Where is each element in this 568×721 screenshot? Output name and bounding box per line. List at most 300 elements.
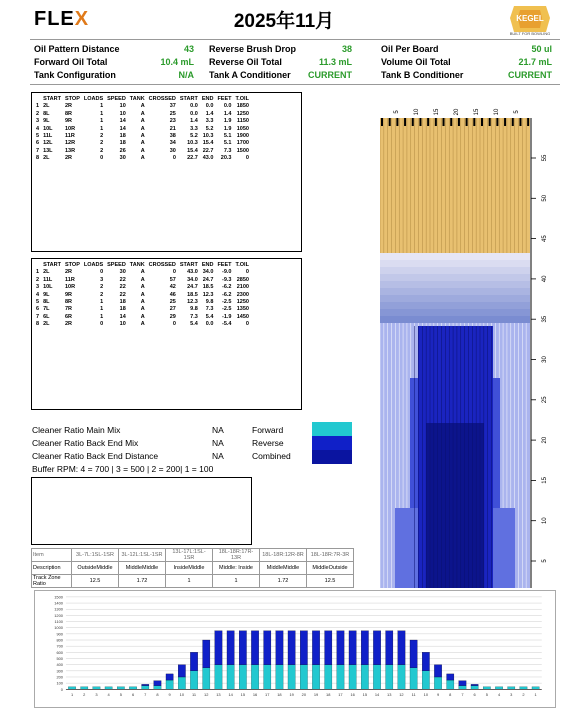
forward-cell: A: [140, 125, 145, 132]
reverse-cell: 46: [169, 291, 176, 298]
lane-gradient: [380, 316, 530, 323]
forward-cell: 25: [169, 110, 176, 117]
forward-col-header: TANK: [129, 96, 145, 102]
reverse-cell: 29: [169, 313, 176, 320]
forward-col-header: END: [201, 96, 214, 102]
reverse-cell: 11L: [43, 276, 53, 283]
forward-cell: 10: [119, 103, 126, 110]
lane-wood: [380, 118, 530, 253]
forward-col-header: CROSSED: [148, 96, 176, 102]
board-arrow: [512, 118, 514, 126]
zone-cell: 18L-18R:17R-13R: [213, 549, 260, 562]
board-arrow: [481, 118, 483, 126]
forward-cell: 2L: [43, 155, 50, 162]
zone-cell: 12.5: [307, 575, 354, 588]
forward-cell: 1150: [237, 118, 249, 125]
board-arrow: [443, 118, 445, 126]
forward-oil-total-value: 10.4 mL: [160, 57, 194, 67]
reverse-cell: 6: [36, 306, 40, 313]
reverse-cell: 5.4: [205, 313, 214, 320]
cleaner-main-mix-value: NA: [212, 425, 224, 435]
forward-cell: 15.4: [187, 147, 198, 154]
reverse-cell: A: [140, 284, 145, 291]
reverse-bar: [215, 631, 222, 665]
kegel-logo-text: KEGEL: [516, 14, 544, 23]
lane-oil-core: [426, 423, 484, 588]
forward-cell: 0.0: [190, 103, 198, 110]
board-arrow: [450, 118, 452, 126]
reverse-bar: [337, 631, 344, 665]
reverse-bar: [300, 631, 307, 665]
tank-a-conditioner-value: CURRENT: [308, 70, 352, 80]
volume-oil-total-value: 21.7 mL: [518, 57, 552, 67]
forward-bar: [251, 665, 258, 690]
volume-oil-total-label: Volume Oil Total: [381, 57, 451, 67]
reverse-cell: 2: [100, 284, 104, 291]
ruler-label: 5: [542, 559, 548, 563]
forward-cell: 0.0: [223, 103, 232, 110]
forward-cell: 7: [36, 147, 40, 154]
reverse-row: [34, 299, 251, 306]
reverse-cell: 5: [36, 299, 40, 306]
reverse-bar: [422, 652, 429, 670]
forward-cell: 6: [36, 140, 40, 147]
x-tick-label: 17: [338, 692, 343, 698]
forward-bar: [300, 665, 307, 690]
zone-cell: 18L-18R:12R-8R: [260, 549, 307, 562]
forward-bar: [410, 668, 417, 690]
reverse-cell: 9L: [43, 291, 50, 298]
forward-bar: [447, 680, 454, 689]
reverse-cell: 0: [245, 321, 249, 328]
x-tick-label: 18: [277, 692, 282, 698]
reverse-cell: 12.3: [187, 299, 198, 306]
forward-row: [34, 148, 251, 155]
reverse-cell: 2L: [43, 321, 50, 328]
buffer-rpm: Buffer RPM: 4 = 700 | 3 = 500 | 2 = 200| 1 = 100: [32, 464, 214, 474]
reverse-cell: 9R: [65, 291, 73, 298]
reverse-cell: 2L: [43, 269, 50, 276]
reverse-cell: 22: [119, 284, 126, 291]
forward-cell: 18: [119, 133, 126, 140]
board-arrow: [527, 118, 529, 126]
reverse-cell: 22: [119, 276, 126, 283]
x-tick-label: 5: [485, 692, 488, 698]
ruler-label: 55: [542, 154, 548, 162]
reverse-bar: [142, 684, 149, 685]
reverse-bar: [203, 640, 210, 668]
reverse-cell: 1: [100, 299, 104, 306]
board-arrow: [435, 118, 437, 126]
reverse-cell: 24.7: [202, 276, 214, 283]
forward-bar: [459, 686, 466, 690]
forward-cell: A: [140, 103, 145, 110]
forward-oil-total-label: Forward Oil Total: [34, 57, 108, 67]
ruler-label: 20: [542, 436, 548, 444]
zone-header-row: [32, 549, 354, 562]
x-tick-label: 16: [252, 692, 258, 698]
reverse-row: [34, 269, 251, 276]
x-tick-label: 3: [510, 692, 513, 698]
reverse-col-header: END: [201, 262, 214, 268]
forward-cell: A: [140, 155, 145, 162]
reverse-row: [34, 284, 251, 291]
forward-cell: 13L: [43, 147, 53, 154]
reverse-bar: [373, 631, 380, 665]
x-tick-label: 19: [289, 692, 294, 698]
zone-cell: OutsideMiddle: [72, 562, 119, 575]
forward-cell: 0.0: [190, 110, 198, 117]
cleaner-back-end-mix-label: Cleaner Ratio Back End Mix: [32, 438, 139, 448]
y-tick-label: 1200: [54, 612, 63, 618]
legend-forward-label: Forward: [252, 425, 284, 435]
forward-cell: 2R: [65, 103, 73, 110]
forward-bar: [434, 677, 441, 689]
forward-cell: 8: [36, 155, 40, 162]
cleaner-back-end-distance-value: NA: [212, 451, 224, 461]
reverse-bar: [276, 631, 283, 665]
reverse-cell: 8L: [43, 299, 50, 306]
x-tick-label: 6: [131, 692, 135, 698]
y-tick-label: 700: [56, 643, 63, 649]
reverse-cell: 0.0: [205, 321, 214, 328]
reverse-cell: 5.4: [190, 321, 198, 328]
forward-bar: [398, 665, 405, 690]
reverse-brush-drop-label: Reverse Brush Drop: [209, 44, 297, 54]
top-board-label: 10: [494, 108, 500, 116]
forward-bar: [203, 668, 210, 690]
forward-row: [34, 126, 251, 133]
forward-cell: 11L: [43, 133, 53, 140]
forward-bar: [495, 687, 502, 689]
top-board-label: 5: [394, 110, 400, 114]
forward-cell: 10L: [43, 125, 53, 132]
reverse-cell: A: [140, 269, 145, 276]
x-tick-label: 14: [374, 692, 380, 698]
y-tick-label: 1400: [54, 600, 63, 606]
x-tick-label: 7: [461, 692, 464, 698]
reverse-cell: 0: [172, 269, 176, 276]
ruler-label: 25: [542, 396, 548, 404]
reverse-rows: [34, 269, 251, 328]
page-title: 2025年11月: [233, 11, 335, 32]
x-tick-label: 4: [497, 692, 501, 698]
lane-gradient: [380, 267, 530, 274]
reverse-cell: 11R: [65, 276, 75, 283]
cleaner-main-mix-label: Cleaner Ratio Main Mix: [32, 425, 121, 435]
forward-cell: 1500: [236, 147, 249, 154]
reverse-cell: 2300: [236, 291, 249, 298]
reverse-cell: 34.0: [202, 269, 214, 276]
forward-cell: 2: [100, 133, 104, 140]
reverse-cell: -1.9: [222, 313, 232, 320]
board-arrow: [466, 118, 468, 126]
reverse-cell: 6R: [65, 313, 73, 320]
forward-cell: 1.9: [223, 118, 232, 125]
forward-cell: 10.3: [202, 133, 214, 140]
x-tick-label: 6: [473, 692, 476, 698]
reverse-bar: [239, 631, 246, 665]
ruler-label: 30: [542, 356, 548, 363]
reverse-bar: [459, 681, 466, 686]
cleaner-back-end-distance-label: Cleaner Ratio Back End Distance: [32, 451, 159, 461]
zone-cell: Description: [32, 562, 72, 575]
y-tick-label: 800: [56, 637, 63, 643]
forward-cell: 8L: [43, 110, 50, 117]
zone-cell: MiddleMiddle: [260, 562, 307, 575]
reverse-cell: -6.2: [222, 291, 232, 298]
reverse-cell: 10: [119, 321, 126, 328]
forward-cell: A: [140, 147, 145, 154]
zone-cell: 12.5: [72, 575, 119, 588]
y-tick-label: 300: [56, 668, 63, 674]
reverse-col-header: [34, 262, 41, 269]
forward-cell: 1900: [236, 133, 249, 140]
ruler-label: 45: [542, 235, 548, 242]
forward-cell: 23: [169, 118, 176, 125]
forward-cell: 13R: [65, 147, 76, 154]
kegel-tagline: BUILT FOR BOWLING: [509, 31, 551, 36]
forward-cell: 1.4: [223, 110, 232, 117]
reverse-col-header: FEET: [217, 262, 232, 268]
forward-bar: [312, 665, 319, 690]
cleaner-back-end-mix-value: NA: [212, 438, 224, 448]
legend-forward-swatch: [312, 422, 352, 436]
x-tick-label: 9: [436, 692, 440, 698]
forward-cell: 1700: [236, 140, 249, 147]
forward-bar: [215, 665, 222, 690]
forward-cell: 30: [169, 147, 176, 154]
reverse-col-header: START: [43, 262, 61, 268]
forward-cell: 26: [119, 147, 126, 154]
reverse-cell: 0: [245, 269, 249, 276]
reverse-cell: 2100: [236, 284, 249, 291]
x-tick-label: 11: [411, 692, 416, 698]
x-tick-label: 18: [326, 692, 331, 698]
zone-cell: 3L-7L:1SL-1SR: [72, 549, 119, 562]
reverse-cell: 14: [119, 313, 126, 320]
reverse-cell: 1: [100, 313, 104, 320]
forward-col-header: STOP: [65, 96, 80, 102]
forward-cell: 2: [100, 140, 104, 147]
x-tick-label: 17: [265, 692, 270, 698]
forward-bar: [68, 687, 75, 689]
forward-bar: [166, 680, 173, 689]
lane-gradient: [380, 295, 530, 302]
legend-reverse-swatch: [312, 436, 352, 450]
legend-reverse-label: Reverse: [252, 438, 284, 448]
forward-cell: 0.0: [205, 103, 214, 110]
forward-row: [34, 140, 251, 147]
reverse-cell: 2: [36, 276, 40, 283]
forward-cell: 37: [169, 103, 176, 110]
reverse-cell: 1350: [236, 306, 249, 313]
forward-cell: 30: [119, 155, 126, 162]
tank-configuration-label: Tank Configuration: [34, 70, 116, 80]
forward-bar: [93, 687, 100, 689]
lane-gradient: [380, 274, 530, 281]
forward-cell: 14: [119, 118, 126, 125]
reverse-cell: 22: [119, 291, 126, 298]
lane-oil-graph: [380, 88, 568, 588]
zone-cell: 13L-17L:1SL-1SR: [166, 549, 213, 562]
forward-cell: 34: [169, 140, 176, 147]
track-zone-table: [31, 548, 354, 588]
reverse-cell: A: [140, 291, 145, 298]
lane-gradient: [380, 281, 530, 288]
x-tick-label: 8: [449, 692, 452, 698]
forward-cell: 5.1: [223, 133, 232, 140]
x-tick-label: 20: [301, 692, 307, 698]
reverse-cell: 24.7: [187, 284, 198, 291]
forward-pass-table: [31, 92, 302, 252]
reverse-cell: 0: [100, 321, 104, 328]
zone-cell: 1.72: [260, 575, 307, 588]
reverse-cell: 7L: [43, 306, 50, 313]
forward-rows: [34, 103, 251, 162]
reverse-cell: -9.3: [222, 276, 232, 283]
forward-cell: 12R: [65, 140, 76, 147]
board-arrow: [396, 118, 398, 126]
reverse-col-header: SPEED: [107, 262, 126, 268]
reverse-cell: 12.3: [202, 291, 214, 298]
forward-cell: 14: [119, 125, 126, 132]
divider: [30, 39, 560, 40]
forward-cell: 2L: [43, 103, 50, 110]
reverse-row: [34, 292, 251, 299]
forward-bar: [154, 686, 161, 690]
forward-bar: [105, 687, 112, 689]
forward-bar: [178, 677, 185, 689]
reverse-cell: 18.5: [187, 291, 198, 298]
forward-bar: [117, 687, 124, 689]
reverse-row: [34, 306, 251, 313]
board-arrow: [419, 118, 421, 126]
forward-bar: [373, 665, 380, 690]
reverse-cell: 1250: [236, 299, 249, 306]
reverse-cell: A: [140, 276, 145, 283]
y-tick-label: 600: [56, 649, 63, 655]
top-board-label: 5: [514, 110, 520, 114]
forward-cell: 2: [36, 110, 40, 117]
forward-cell: 10: [119, 110, 126, 117]
oil-distribution-chart: [34, 590, 556, 708]
forward-cell: 9L: [43, 118, 50, 125]
oil-per-board-value: 50 ul: [531, 44, 552, 54]
y-tick-label: 200: [56, 674, 63, 680]
reverse-cell: A: [140, 321, 145, 328]
reverse-col-header: TANK: [129, 262, 145, 268]
forward-cell: 1250: [236, 110, 249, 117]
x-tick-label: 13: [216, 692, 221, 698]
forward-cell: 1: [100, 110, 104, 117]
reverse-cell: 9.8: [190, 306, 198, 313]
forward-cell: 5: [36, 133, 40, 140]
zone-cell: MiddleMiddle: [119, 562, 166, 575]
reverse-cell: 1: [100, 306, 104, 313]
top-board-label: 10: [414, 108, 420, 116]
reverse-cell: 0: [172, 321, 176, 328]
reverse-row: [34, 277, 251, 284]
reverse-bar: [154, 681, 161, 686]
reverse-cell: 18.5: [202, 284, 214, 291]
reverse-cell: 6L: [43, 313, 50, 320]
reverse-cell: 7R: [65, 306, 73, 313]
forward-cell: 1: [36, 103, 40, 110]
board-arrow: [404, 118, 406, 126]
zone-cell: Item: [32, 549, 72, 562]
top-board-label: 15: [474, 108, 480, 116]
tank-configuration-value: N/A: [178, 70, 194, 80]
reverse-cell: 2: [100, 291, 104, 298]
x-tick-label: 19: [313, 692, 319, 698]
forward-cell: 43.0: [202, 155, 214, 162]
reverse-cell: 42: [169, 284, 176, 291]
forward-cell: 21: [169, 125, 176, 132]
zone-cell: 3L-12L:1SL-1SR: [119, 549, 166, 562]
reverse-cell: 7.3: [205, 306, 214, 313]
forward-cell: 1050: [236, 125, 249, 132]
forward-cell: 22.7: [202, 147, 214, 154]
reverse-cell: 8R: [65, 299, 73, 306]
forward-col-header: [34, 96, 41, 103]
board-arrow: [489, 118, 491, 126]
forward-cell: 9R: [65, 118, 73, 125]
y-tick-label: 500: [56, 655, 63, 661]
forward-cell: 3.3: [190, 125, 198, 132]
y-tick-label: 100: [56, 680, 63, 686]
reverse-cell: A: [140, 299, 145, 306]
ruler-label: 15: [542, 477, 548, 484]
forward-cell: 5.1: [223, 140, 232, 147]
reverse-bar: [398, 631, 405, 665]
x-tick-label: 14: [228, 692, 233, 698]
forward-cell: 5.2: [190, 133, 198, 140]
forward-bar: [349, 665, 356, 690]
forward-cell: 12L: [43, 140, 53, 147]
top-board-label: 20: [454, 108, 460, 116]
board-arrow: [473, 118, 475, 126]
zone-cell: Middle: Inside: [213, 562, 260, 575]
forward-cell: 0: [100, 155, 104, 162]
zone-cell: 18L-18R:7R-3R: [307, 549, 354, 562]
ruler-label: 50: [542, 194, 548, 202]
reverse-cell: 1450: [236, 313, 249, 320]
forward-bar: [227, 665, 234, 690]
lane-gradient: [380, 260, 530, 267]
reverse-cell: 7.3: [190, 313, 198, 320]
forward-cell: 1850: [236, 103, 249, 110]
forward-row: [34, 118, 251, 125]
zone-cell: 1: [166, 575, 213, 588]
forward-row: [34, 155, 251, 162]
reverse-bar: [227, 631, 234, 665]
forward-cell: 3: [36, 118, 40, 125]
board-arrow: [412, 118, 414, 126]
legend-combined-swatch: [312, 450, 352, 464]
forward-bar: [190, 671, 197, 689]
forward-bar: [337, 665, 344, 690]
forward-cell: 1.4: [205, 110, 214, 117]
y-tick-label: 1000: [54, 625, 63, 631]
reverse-cell: -6.2: [222, 284, 232, 291]
zone-cell: MiddleOutside: [307, 562, 354, 575]
reverse-cell: 2R: [65, 321, 73, 328]
x-tick-label: 15: [240, 692, 246, 698]
forward-cell: 1.9: [223, 125, 232, 132]
forward-cell: 1: [100, 118, 104, 125]
y-tick-label: 1500: [54, 594, 63, 600]
